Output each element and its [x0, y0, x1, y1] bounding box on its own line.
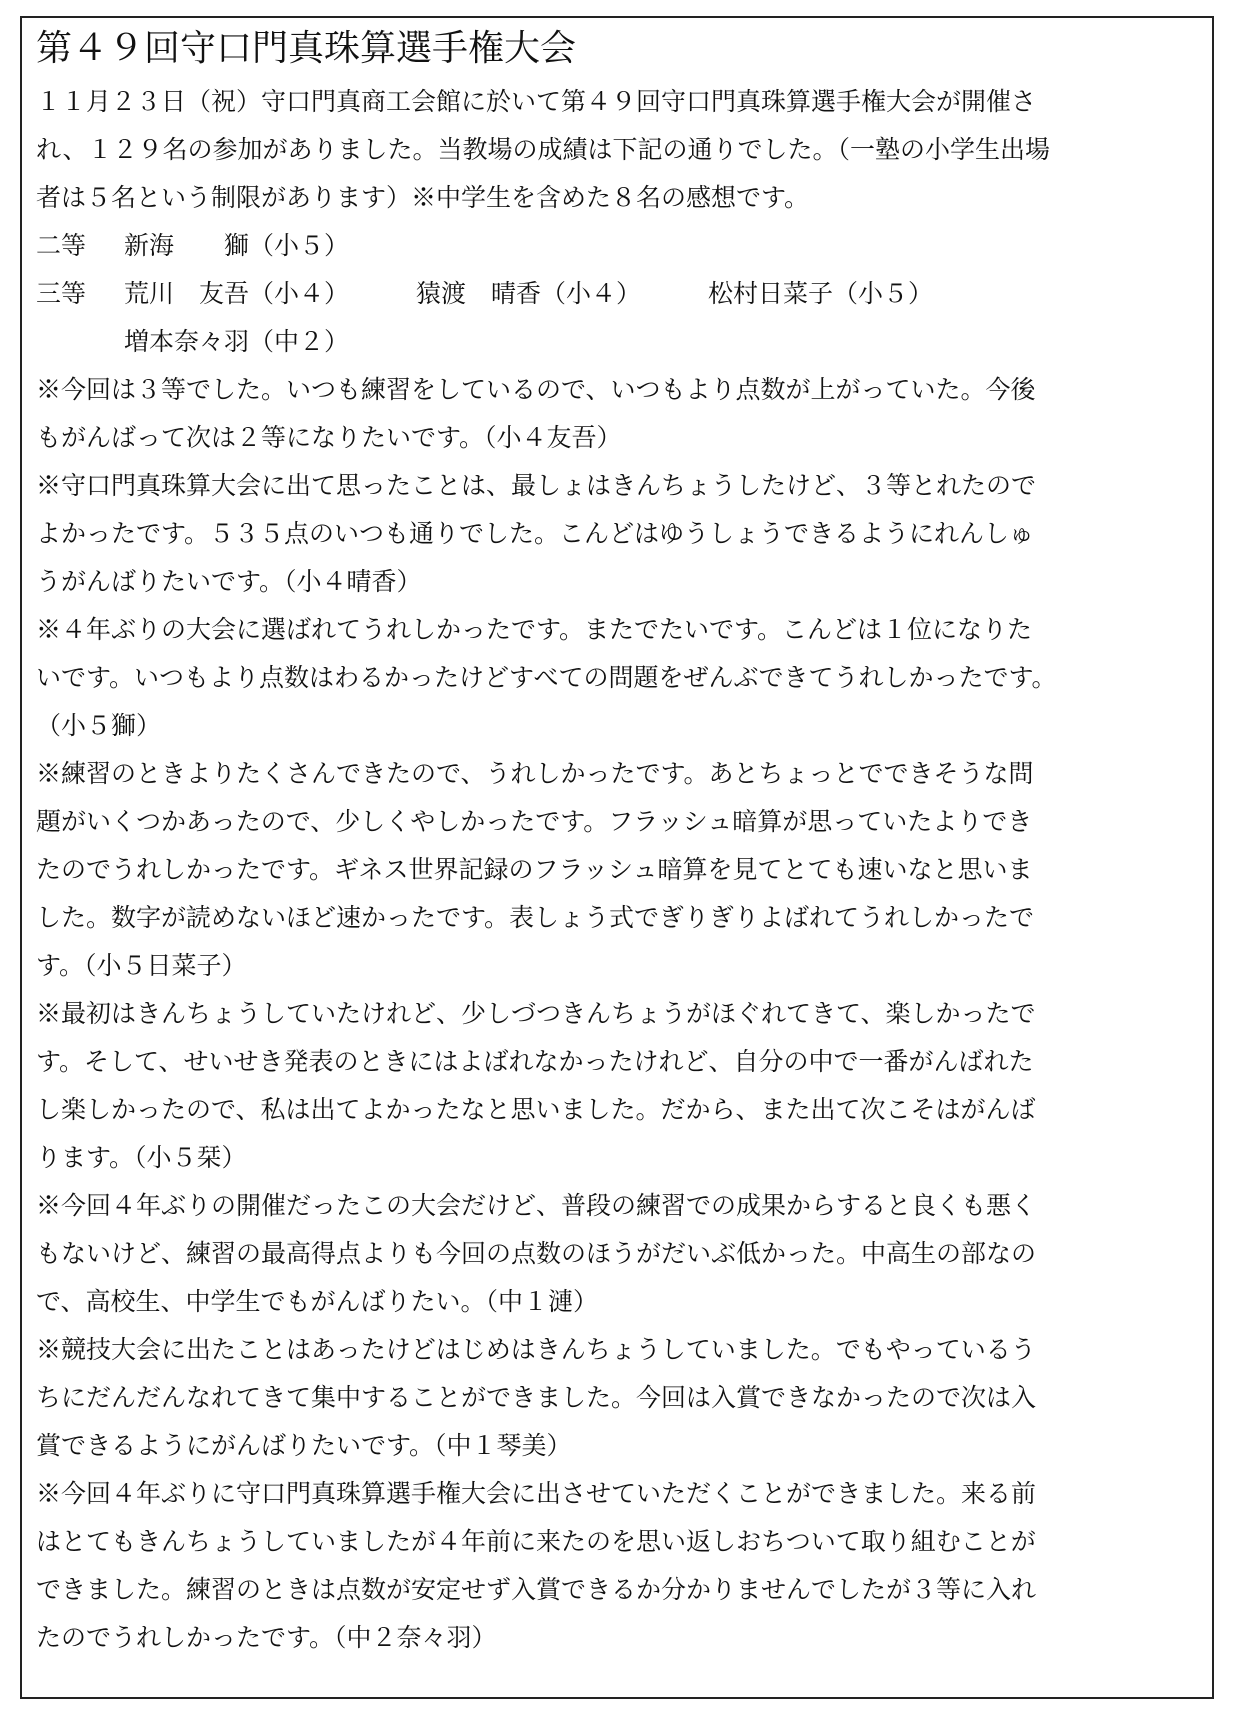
document-body [36, 24, 1206, 1662]
result-row-third [36, 270, 1206, 318]
comment-line: よかったです。５３５点のいつも通りでした。こんどはゆうしょうできるようにれんしゅ [36, 519, 1035, 548]
comment-line: す。そして、せいせき発表のときにはよばれなかったけれど、自分の中で一番がんばれた [36, 1047, 1034, 1076]
results-list [36, 222, 1206, 366]
result-row-second [36, 222, 1206, 270]
rank-label: 二等 [36, 231, 87, 260]
comment-line: ※今回４年ぶりの開催だったこの大会だけど、普段の練習での成果からすると良くも悪く [36, 1191, 1037, 1220]
comment-line: ※今回は３等でした。いつも練習をしているので、いつもより点数が上がっていた。今後 [36, 375, 1036, 404]
comment-line: ※練習のときよりたくさんできたので、うれしかったです。あとちょっとでできそうな問 [36, 759, 1034, 788]
comment-line: す。（小５日菜子） [36, 951, 247, 980]
comment-line: 賞できるようにがんばりたいです。（中１琴美） [36, 1431, 572, 1460]
comment-line: ※今回４年ぶりに守口門真珠算選手権大会に出させていただくことができました。来る前 [36, 1479, 1037, 1508]
comment-line: うがんばりたいです。（小４晴香） [36, 567, 422, 596]
winner-entry: 荒川 友吾（小４） [124, 279, 350, 308]
comment-line: ちにだんだんなれてきて集中することができました。今回は入賞できなかったので次は入 [36, 1383, 1037, 1412]
winner-entry: 新海 獅（小５） [124, 231, 350, 260]
comment-line: で、高校生、中学生でもがんばりたい。（中１漣） [36, 1287, 599, 1316]
result-row-third-cont [36, 318, 1206, 366]
winner-entry: 増本奈々羽（中２） [124, 327, 350, 356]
comment-line: はとてもきんちょうしていましたが４年前に来たのを思い返しおちついて取り組むことが [36, 1527, 1036, 1556]
comment-line: ※競技大会に出たことはあったけどはじめはきんちょうしていました。でもやっているう [36, 1335, 1036, 1364]
winner-entry: 猿渡 晴香（小４） [416, 279, 642, 308]
intro-line: 者は５名という制限があります）※中学生を含めた８名の感想です。 [36, 183, 810, 212]
comments-section [36, 366, 1206, 1662]
comment-line: いです。いつもより点数はわるかったけどすべての問題をぜんぶできてうれしかったです。 [36, 663, 1057, 692]
comment-line: できました。練習のときは点数が安定せず入賞できるか分かりませんでしたが３等に入れ [36, 1575, 1037, 1604]
comment-line: 題がいくつかあったので、少しくやしかったです。フラッシュ暗算が思っていたよりでき [36, 807, 1033, 836]
comment-line: し楽しかったので、私は出てよかったなと思いました。だから、また出て次こそはがんば [36, 1095, 1036, 1124]
comment-line: たのでうれしかったです。ギネス世界記録のフラッシュ暗算を見てとても速いなと思いま [36, 855, 1033, 884]
comment-line: した。数字が読めないほど速かったです。表しょう式でぎりぎりよばれてうれしかったで [36, 903, 1035, 932]
intro-paragraph [36, 78, 1206, 222]
comment-line: ※４年ぶりの大会に選ばれてうれしかったです。またでたいです。こんどは１位になりた [36, 615, 1033, 644]
comment-line: （小５獅） [36, 711, 162, 740]
rank-label: 三等 [36, 279, 87, 308]
comment-line: もがんばって次は２等になりたいです。（小４友吾） [36, 423, 622, 452]
comment-line: たのでうれしかったです。（中２奈々羽） [36, 1623, 497, 1652]
page-title: 第４９回守口門真珠算選手権大会 [36, 28, 577, 69]
intro-line: １１月２３日（祝）守口門真商工会館に於いて第４９回守口門真珠算選手権大会が開催さ [36, 87, 1037, 116]
comment-line: もないけど、練習の最高得点よりも今回の点数のほうがだいぶ低かった。中高生の部なの [36, 1239, 1037, 1268]
winner-entry: 松村日菜子（小５） [708, 279, 934, 308]
comment-line: ります。（小５栞） [36, 1143, 247, 1172]
comment-line: ※守口門真珠算大会に出て思ったことは、最しょはきんちょうしたけど、３等とれたので [36, 471, 1037, 500]
intro-line: れ、１２９名の参加がありました。当教場の成績は下記の通りでした。（一塾の小学生出場 [36, 135, 1051, 164]
comment-line: ※最初はきんちょうしていたけれど、少しづつきんちょうがほぐれてきて、楽しかったで [36, 999, 1036, 1028]
document-frame [20, 16, 1214, 1699]
